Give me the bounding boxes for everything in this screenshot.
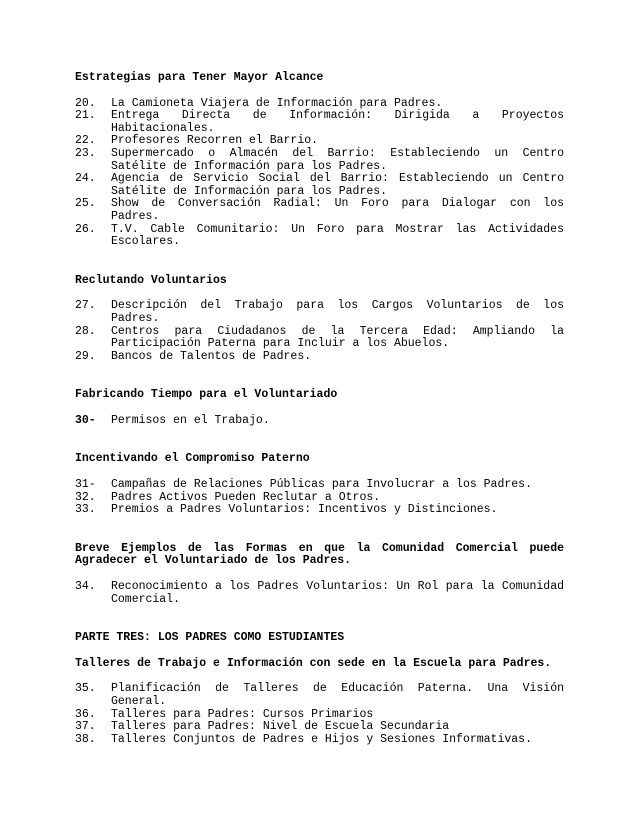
item-number: 34. (75, 580, 96, 594)
item-number: 27. (75, 299, 96, 313)
item-number: 31- (75, 478, 96, 492)
item-number: 24. (75, 172, 96, 186)
item-text: Supermercado o Almacén del Barrio: Estableciendo un Centro Satélite de Información para los Padres. (111, 146, 564, 173)
item-number: 33. (75, 503, 96, 517)
section-heading: Talleres de Trabajo e Información con sede en la Escuela para Padres. (75, 656, 552, 670)
item-text: Planificación de Talleres de Educación Paterna. Una Visión General. (111, 682, 564, 708)
list-item (75, 300, 564, 325)
item-text: Agencia de Servicio Social del Barrio: Estableciendo un Centro Satélite de Información para los Padres. (111, 172, 564, 198)
section-estrategias (75, 72, 564, 249)
section-fabricando (75, 389, 564, 427)
item-number: 38. (75, 732, 96, 746)
item-text: Reconocimiento a los Padres Voluntarios: Un Rol para la Comunidad Comercial. (111, 580, 564, 606)
list-item (75, 173, 564, 198)
item-list (75, 300, 564, 363)
item-number: 28. (75, 324, 96, 338)
item-list (75, 683, 564, 746)
list-item (75, 504, 564, 517)
item-text: Premios a Padres Voluntarios: Incentivos y Distinciones. (111, 503, 498, 517)
section-heading: Incentivando el Compromiso Paterno (75, 452, 310, 466)
item-number: 21. (75, 109, 96, 123)
item-text: Talleres Conjuntos de Padres e Hijos y Sesiones Informativas. (111, 732, 532, 746)
document-content (75, 72, 564, 746)
item-text: Permisos en el Trabajo. (111, 413, 270, 427)
section-reclutando (75, 275, 564, 364)
item-number: 23. (75, 146, 96, 160)
item-text: Talleres para Padres: Cursos Primarios (111, 707, 374, 721)
item-number: 22. (75, 134, 96, 148)
item-text: Entrega Directa de Información: Dirigida a Proyectos Habitacionales. (111, 109, 564, 135)
list-item (75, 224, 564, 249)
list-item (75, 351, 564, 364)
section-talleres (75, 658, 564, 747)
item-number: 37. (75, 720, 96, 734)
item-text: Talleres para Padres: Nivel de Escuela Secundaria (111, 720, 450, 734)
section-breve-ejemplos (75, 543, 564, 606)
list-item (75, 479, 564, 492)
section-heading: Fabricando Tiempo para el Voluntariado (75, 388, 338, 402)
list-item (75, 148, 564, 173)
list-item (75, 110, 564, 135)
item-text: Campañas de Relaciones Públicas para Involucrar a los Padres. (111, 478, 532, 492)
item-number: 26. (75, 222, 96, 236)
list-item (75, 326, 564, 351)
list-item (75, 734, 564, 747)
item-text: T.V. Cable Comunitario: Un Foro para Mostrar las Actividades Escolares. (111, 222, 564, 249)
item-text: Bancos de Talentos de Padres. (111, 349, 312, 363)
item-number: 25. (75, 197, 96, 211)
item-number: 32. (75, 490, 96, 504)
item-text: La Camioneta Viajera de Información para Padres. (111, 96, 443, 110)
item-text: Descripción del Trabajo para los Cargos Voluntarios de los Padres. (111, 299, 564, 325)
item-text: Show de Conversación Radial: Un Foro para Dialogar con los Padres. (111, 197, 564, 223)
item-number: 20. (75, 96, 96, 110)
item-list (75, 479, 564, 517)
section-incentivando (75, 453, 564, 516)
list-item (75, 683, 564, 708)
list-item (75, 721, 564, 734)
item-number: 35. (75, 682, 96, 696)
item-text: Centros para Ciudadanos de la Tercera Edad: Ampliando la Participación Paterna para Incluir a los Abuelos. (111, 324, 564, 351)
item-text: Profesores Recorren el Barrio. (111, 134, 319, 148)
item-number: 29. (75, 349, 96, 363)
section-heading: Reclutando Voluntarios (75, 273, 227, 287)
list-item (75, 198, 564, 223)
part-title: PARTE TRES: LOS PADRES COMO ESTUDIANTES (75, 631, 345, 645)
item-number: 36. (75, 707, 96, 721)
list-item (75, 415, 564, 428)
item-list (75, 415, 564, 428)
list-item (75, 581, 564, 606)
item-number: 30- (75, 413, 96, 427)
item-text: Padres Activos Pueden Reclutar a Otros. (111, 490, 381, 504)
item-list (75, 581, 564, 606)
item-list (75, 98, 564, 249)
section-heading: Estrategias para Tener Mayor Alcance (75, 71, 324, 84)
section-heading: Breve Ejemplos de las Formas en que la Comunidad Comercial puede Agradecer el Voluntariado de los Padres. (75, 541, 564, 568)
